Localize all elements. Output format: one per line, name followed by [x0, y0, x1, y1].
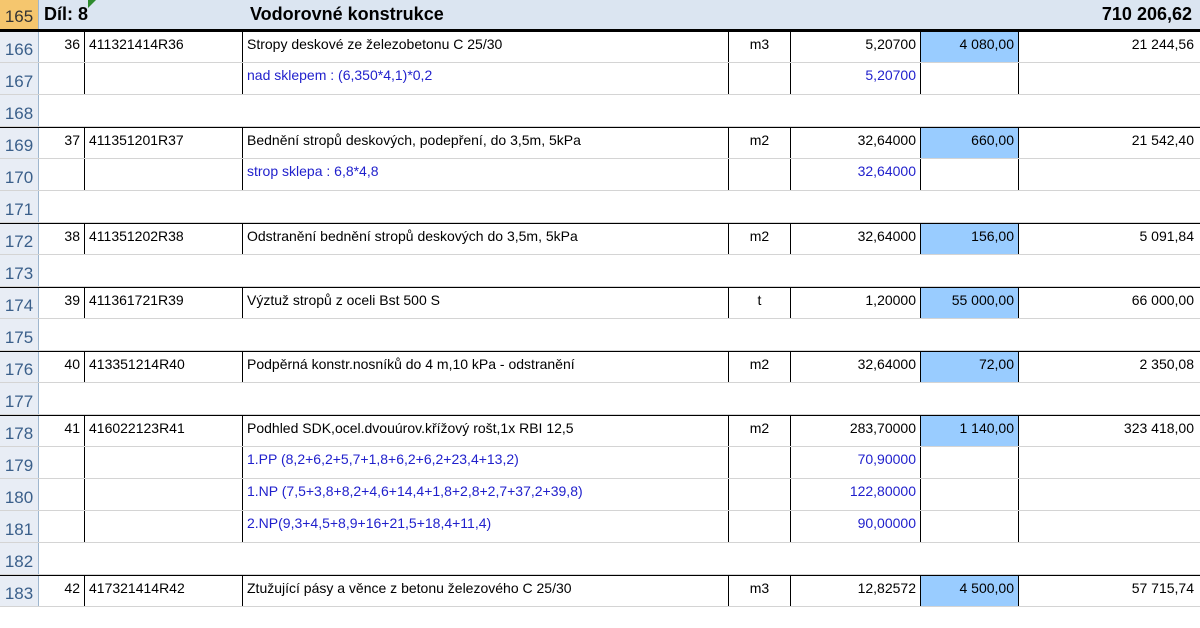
item-row[interactable]: [0, 31, 1200, 63]
unit-cell[interactable]: [728, 159, 790, 190]
unit-cell[interactable]: [728, 511, 790, 542]
calc-row[interactable]: [0, 63, 1200, 95]
comment-indicator-icon: [88, 0, 96, 8]
code-cell[interactable]: [84, 511, 242, 542]
item-row[interactable]: [0, 223, 1200, 255]
total-cell[interactable]: 323 418,00: [1018, 416, 1200, 446]
item-number-cell[interactable]: 38: [64, 228, 80, 244]
item-row[interactable]: [0, 415, 1200, 447]
item-code-cell[interactable]: 411361721R39: [84, 288, 242, 318]
item-description-cell[interactable]: Podpěrná konstr.nosníků do 4 m,10 kPa - odstranění: [242, 352, 728, 382]
empty-row[interactable]: [0, 383, 1200, 415]
row-number[interactable]: 181: [0, 511, 39, 542]
item-description-cell[interactable]: Výztuž stropů z oceli Bst 500 S: [242, 288, 728, 318]
quantity-cell[interactable]: 70,90000: [790, 447, 920, 478]
section-title[interactable]: Vodorovné konstrukce: [250, 4, 444, 24]
code-cell[interactable]: [84, 63, 242, 94]
total-cell[interactable]: [1018, 63, 1200, 94]
empty-row[interactable]: [0, 191, 1200, 223]
unit-cell[interactable]: t: [728, 288, 790, 318]
calculation-cell[interactable]: 1.PP (8,2+6,2+5,7+1,8+6,2+6,2+23,4+13,2): [242, 447, 728, 478]
rows-container: [0, 31, 1200, 607]
row-number[interactable]: 180: [0, 479, 39, 510]
unit-price-cell[interactable]: [920, 511, 1018, 542]
calc-row[interactable]: [0, 479, 1200, 511]
quantity-cell[interactable]: 5,20700: [790, 32, 920, 62]
empty-row[interactable]: [0, 255, 1200, 287]
row-number[interactable]: 174: [0, 288, 39, 318]
row-number[interactable]: 169: [0, 128, 39, 158]
row-number[interactable]: 183: [0, 576, 39, 606]
empty-row[interactable]: [0, 319, 1200, 351]
calculation-cell[interactable]: nad sklepem : (6,350*4,1)*0,2: [242, 63, 728, 94]
row-number[interactable]: 171: [0, 191, 39, 222]
item-code-cell[interactable]: 413351214R40: [84, 352, 242, 382]
item-number-cell[interactable]: 42: [64, 580, 80, 596]
unit-price-cell[interactable]: 156,00: [920, 224, 1018, 254]
item-number-cell[interactable]: 41: [64, 420, 80, 436]
item-description-cell[interactable]: Podhled SDK,ocel.dvouúrov.křížový rošt,1x RBI 12,5: [242, 416, 728, 446]
row-number[interactable]: 175: [0, 319, 39, 350]
row-number[interactable]: 166: [0, 32, 39, 62]
item-code-cell[interactable]: 416022123R41: [84, 416, 242, 446]
unit-price-cell[interactable]: [920, 447, 1018, 478]
total-cell[interactable]: 21 542,40: [1018, 128, 1200, 158]
row-number[interactable]: 167: [0, 63, 39, 94]
row-number[interactable]: 179: [0, 447, 39, 478]
unit-cell[interactable]: m2: [728, 224, 790, 254]
quantity-cell[interactable]: 32,64000: [790, 128, 920, 158]
unit-price-cell[interactable]: 1 140,00: [920, 416, 1018, 446]
unit-price-cell[interactable]: 55 000,00: [920, 288, 1018, 318]
quantity-cell[interactable]: 122,80000: [790, 479, 920, 510]
unit-cell[interactable]: m2: [728, 352, 790, 382]
total-cell[interactable]: [1018, 511, 1200, 542]
item-code-cell[interactable]: 417321414R42: [84, 576, 242, 606]
unit-cell[interactable]: m2: [728, 416, 790, 446]
unit-price-cell[interactable]: 4 080,00: [920, 32, 1018, 62]
unit-cell[interactable]: [728, 447, 790, 478]
quantity-cell[interactable]: 32,64000: [790, 159, 920, 190]
total-cell[interactable]: [1018, 447, 1200, 478]
unit-cell[interactable]: m3: [728, 576, 790, 606]
row-number[interactable]: 176: [0, 352, 39, 382]
total-cell[interactable]: 66 000,00: [1018, 288, 1200, 318]
calculation-cell[interactable]: 2.NP(9,3+4,5+8,9+16+21,5+18,4+11,4): [242, 511, 728, 542]
item-description-cell[interactable]: Ztužující pásy a věnce z betonu železového C 25/30: [242, 576, 728, 606]
unit-price-cell[interactable]: [920, 479, 1018, 510]
row-number[interactable]: 178: [0, 416, 39, 446]
row-number[interactable]: 165: [0, 0, 39, 29]
unit-price-cell[interactable]: [920, 159, 1018, 190]
unit-cell[interactable]: [728, 63, 790, 94]
quantity-cell[interactable]: 5,20700: [790, 63, 920, 94]
item-number-cell[interactable]: 39: [64, 292, 80, 308]
section-header-row[interactable]: [0, 0, 1200, 31]
total-cell[interactable]: 5 091,84: [1018, 224, 1200, 254]
row-number[interactable]: 173: [0, 255, 39, 286]
code-cell[interactable]: [84, 159, 242, 190]
total-cell[interactable]: [1018, 479, 1200, 510]
empty-row[interactable]: [0, 543, 1200, 575]
item-description-cell[interactable]: Stropy deskové ze železobetonu C 25/30: [242, 32, 728, 62]
item-number-cell[interactable]: 36: [64, 36, 80, 52]
unit-price-cell[interactable]: 4 500,00: [920, 576, 1018, 606]
unit-price-cell[interactable]: 72,00: [920, 352, 1018, 382]
item-row[interactable]: [0, 287, 1200, 319]
calculation-cell[interactable]: 1.NP (7,5+3,8+8,2+4,6+14,4+1,8+2,8+2,7+37,2+39,8): [242, 479, 728, 510]
quantity-cell[interactable]: 12,82572: [790, 576, 920, 606]
total-cell[interactable]: 21 244,56: [1018, 32, 1200, 62]
unit-cell[interactable]: m3: [728, 32, 790, 62]
code-cell[interactable]: [84, 479, 242, 510]
code-cell[interactable]: [84, 447, 242, 478]
quantity-cell[interactable]: 32,64000: [790, 352, 920, 382]
empty-row[interactable]: [0, 95, 1200, 127]
calculation-cell[interactable]: strop sklepa : 6,8*4,8: [242, 159, 728, 190]
unit-price-cell[interactable]: 660,00: [920, 128, 1018, 158]
item-row[interactable]: [0, 575, 1200, 607]
item-description-cell[interactable]: Odstranění bednění stropů deskových do 3,5m, 5kPa: [242, 224, 728, 254]
quantity-cell[interactable]: 90,00000: [790, 511, 920, 542]
row-number[interactable]: 182: [0, 543, 39, 574]
item-code-cell[interactable]: 411351201R37: [84, 128, 242, 158]
row-number[interactable]: 177: [0, 383, 39, 414]
item-number-cell[interactable]: 37: [64, 132, 80, 148]
section-label[interactable]: Díl: 8: [44, 4, 89, 24]
item-code-cell[interactable]: 411321414R36: [84, 32, 242, 62]
item-number-cell[interactable]: 40: [64, 356, 80, 372]
section-total[interactable]: 710 206,62: [1101, 4, 1192, 24]
row-number[interactable]: 172: [0, 224, 39, 254]
total-cell[interactable]: 57 715,74: [1018, 576, 1200, 606]
item-row[interactable]: [0, 127, 1200, 159]
item-row[interactable]: [0, 351, 1200, 383]
quantity-cell[interactable]: 32,64000: [790, 224, 920, 254]
quantity-cell[interactable]: 283,70000: [790, 416, 920, 446]
calc-row[interactable]: [0, 447, 1200, 479]
total-cell[interactable]: [1018, 159, 1200, 190]
calc-row[interactable]: [0, 159, 1200, 191]
item-description-cell[interactable]: Bednění stropů deskových, podepření, do 3,5m, 5kPa: [242, 128, 728, 158]
row-number[interactable]: 168: [0, 95, 39, 126]
unit-cell[interactable]: [728, 479, 790, 510]
unit-price-cell[interactable]: [920, 63, 1018, 94]
total-cell[interactable]: 2 350,08: [1018, 352, 1200, 382]
quantity-cell[interactable]: 1,20000: [790, 288, 920, 318]
calc-row[interactable]: [0, 511, 1200, 543]
unit-cell[interactable]: m2: [728, 128, 790, 158]
row-number[interactable]: 170: [0, 159, 39, 190]
item-code-cell[interactable]: 411351202R38: [84, 224, 242, 254]
